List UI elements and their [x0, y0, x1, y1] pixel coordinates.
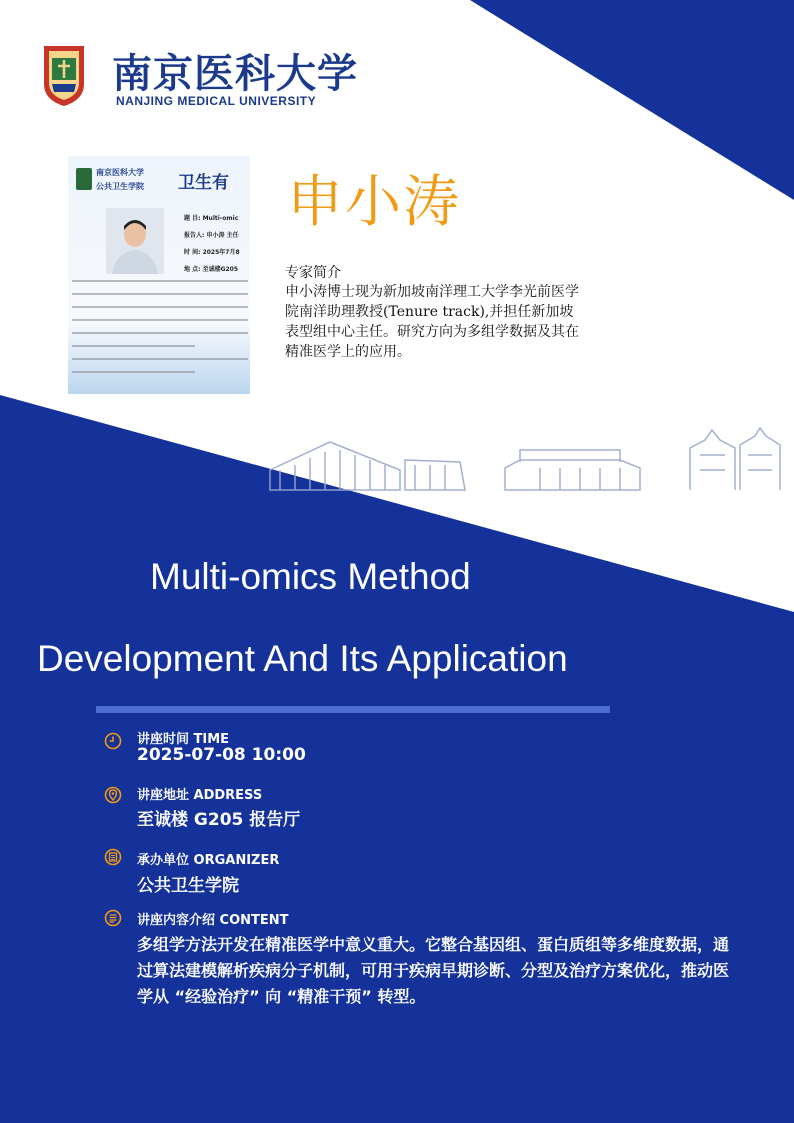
- speaker-name: 申小涛: [287, 170, 461, 235]
- intro-heading: 专家简介: [285, 265, 341, 281]
- title-divider-bar: [96, 706, 610, 713]
- content-text: 多组学方法开发在精准医学中意义重大。它整合基因组、蛋白质组等多维度数据，通过算法建模解析疾病分子机制，可用于疾病早期诊断、分型及治疗方案优化，推动医学从 “经验治疗” 向 “精准干预” 转型。: [137, 935, 730, 1006]
- lower-navy-panel: [0, 395, 794, 1123]
- intro-text: 申小涛博士现为新加坡南洋理工大学李光前医学院南洋助理教授(Tenure track),并担任新加坡表型组中心主任。研究方向为多组学数据及其在精准医学上的应用。: [285, 284, 579, 360]
- address-value: 至诚楼 G205 报告厅: [137, 810, 301, 830]
- poster-thumbnail: [68, 156, 250, 394]
- speaker-portrait: [106, 208, 164, 274]
- university-name-cn: 南京医科大学: [112, 50, 358, 97]
- lecture-title-line2: Development And Its Application: [37, 638, 568, 679]
- location-pin-icon: [104, 786, 122, 804]
- clock-icon: [104, 732, 122, 750]
- school-badge-icon: [76, 168, 92, 190]
- lecture-title-line1: Multi-omics Method: [150, 556, 471, 597]
- organizer-label: 承办单位 ORGANIZER: [137, 853, 280, 868]
- content-label: 讲座内容介绍 CONTENT: [137, 913, 289, 928]
- thumbnail-school-name: 南京医科大学 公共卫生学院: [96, 168, 144, 191]
- time-label: 讲座时间 TIME: [137, 732, 230, 747]
- top-right-navy-wedge: [470, 0, 794, 200]
- university-name-en: NANJING MEDICAL UNIVERSITY: [116, 94, 317, 108]
- organizer-value: 公共卫生学院: [137, 876, 239, 896]
- university-seal-logo: [40, 44, 88, 108]
- content-list-icon: [104, 909, 122, 927]
- address-label: 讲座地址 ADDRESS: [137, 788, 263, 803]
- time-value: 2025-07-08 10:00: [137, 745, 306, 765]
- thumbnail-body-text: [72, 280, 248, 384]
- thumbnail-info: 题 目: Multi-omic 报告人: 申小涛 主任 时 间: 2025年7月8 地 点: 至诚楼G205: [184, 215, 240, 273]
- campus-buildings-illustration: [270, 428, 780, 490]
- thumbnail-heading: 卫生有: [178, 173, 229, 193]
- organizer-building-icon: [104, 848, 122, 866]
